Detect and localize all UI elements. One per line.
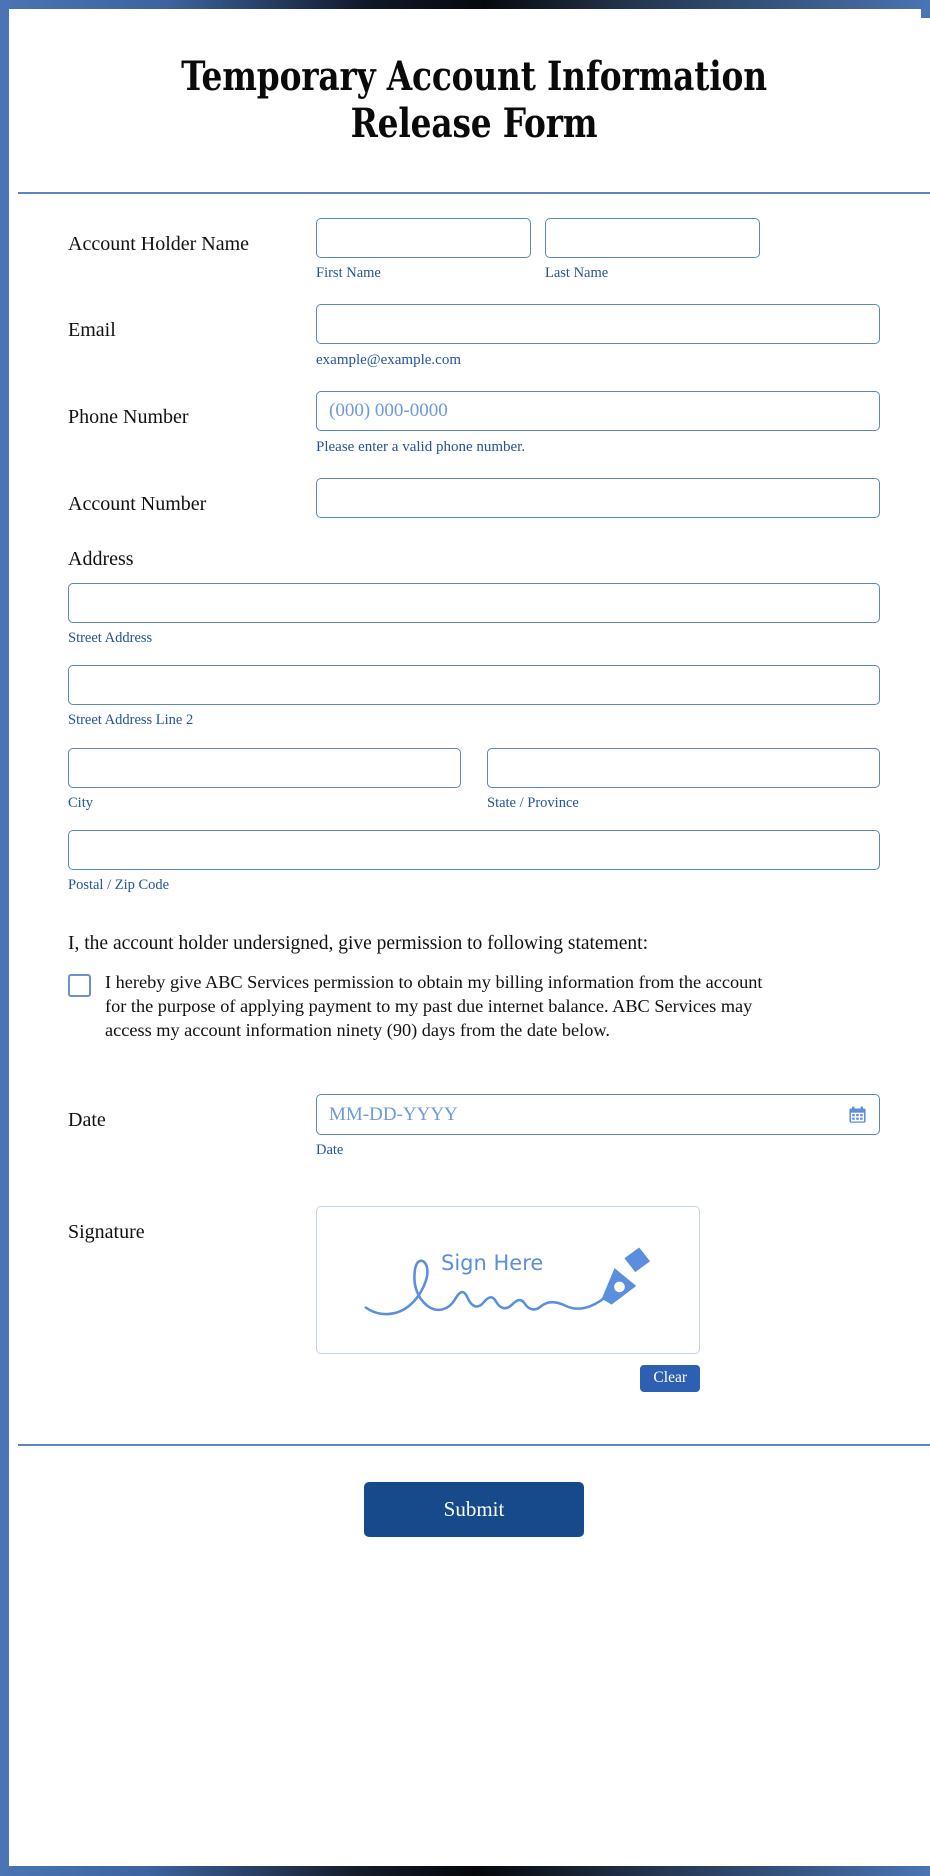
date-sublabel: Date [316,1142,344,1159]
postal-code-group [68,830,880,894]
field-address [68,548,880,895]
control-account-number [316,478,880,518]
field-phone-number [68,391,880,456]
control-signature [316,1206,880,1392]
last-name-group [545,218,760,282]
clear-signature-button[interactable]: Clear [640,1365,700,1392]
label-account-holder-name: Account Holder Name [68,232,250,255]
control-phone-number [316,391,880,456]
first-name-sublabel: First Name [316,264,381,281]
form-footer [18,1444,930,1577]
form-sheet [18,18,930,1875]
phone-number-input[interactable] [316,391,880,431]
control-account-holder-name [316,218,880,282]
label-email: Email [68,318,116,341]
label-date: Date [68,1109,106,1132]
street-address-group [68,583,880,647]
form-body [18,194,930,1444]
account-number-input[interactable] [316,478,880,518]
consent-section [68,931,880,1043]
city-input[interactable] [68,748,461,788]
email-sublabel: example@example.com [316,351,462,368]
pen-nib-icon [602,1247,650,1304]
control-email [316,304,880,369]
first-name-group [316,218,531,282]
top-edge-shading [0,0,930,9]
bottom-edge-shading [0,1866,930,1876]
first-name-input[interactable] [316,218,531,258]
field-email [68,304,880,369]
signature-squiggle-icon [317,1207,699,1353]
state-province-sublabel: State / Province [487,794,579,811]
consent-statement: I hereby give ABC Services permission to obtain my billing information from the account for the purpose of applying payment to my past due internet balance. ABC Services may access my account information ninety (90) days from the date below. [105,971,763,1041]
form-header [18,18,930,194]
postal-code-sublabel: Postal / Zip Code [68,877,170,894]
submit-button[interactable]: Submit [364,1482,584,1537]
consent-checkbox[interactable] [68,974,91,997]
street-address-line2-group [68,665,880,729]
state-group [487,748,880,812]
field-account-number [68,478,880,518]
city-sublabel: City [68,794,93,811]
postal-code-input[interactable] [68,830,880,870]
street-address-line2-input[interactable] [68,665,880,705]
label-address: Address [68,547,134,570]
field-date [68,1094,880,1159]
city-state-row [68,748,880,812]
control-date [316,1094,880,1159]
consent-intro: I, the account holder undersigned, give permission to following statement: [68,932,648,954]
state-province-input[interactable] [487,748,880,788]
sign-here-text: Sign Here [441,1250,544,1275]
email-input[interactable] [316,304,880,344]
field-account-holder-name [68,218,880,282]
label-account-number: Account Number [68,492,207,515]
street-address-input[interactable] [68,583,880,623]
field-signature [68,1206,880,1392]
consent-row[interactable] [68,970,880,1042]
label-phone-number: Phone Number [68,405,189,428]
phone-number-sublabel: Please enter a valid phone number. [316,438,526,455]
date-input[interactable] [316,1094,880,1135]
signature-pad[interactable] [316,1206,700,1354]
last-name-input[interactable] [545,218,760,258]
signature-clear-row [316,1365,700,1392]
street-address-line2-sublabel: Street Address Line 2 [68,712,194,729]
label-signature: Signature [68,1220,145,1243]
city-group [68,748,461,812]
last-name-sublabel: Last Name [545,264,609,281]
page-title: Temporary Account Information Release Form [181,53,767,147]
street-address-sublabel: Street Address [68,629,153,646]
